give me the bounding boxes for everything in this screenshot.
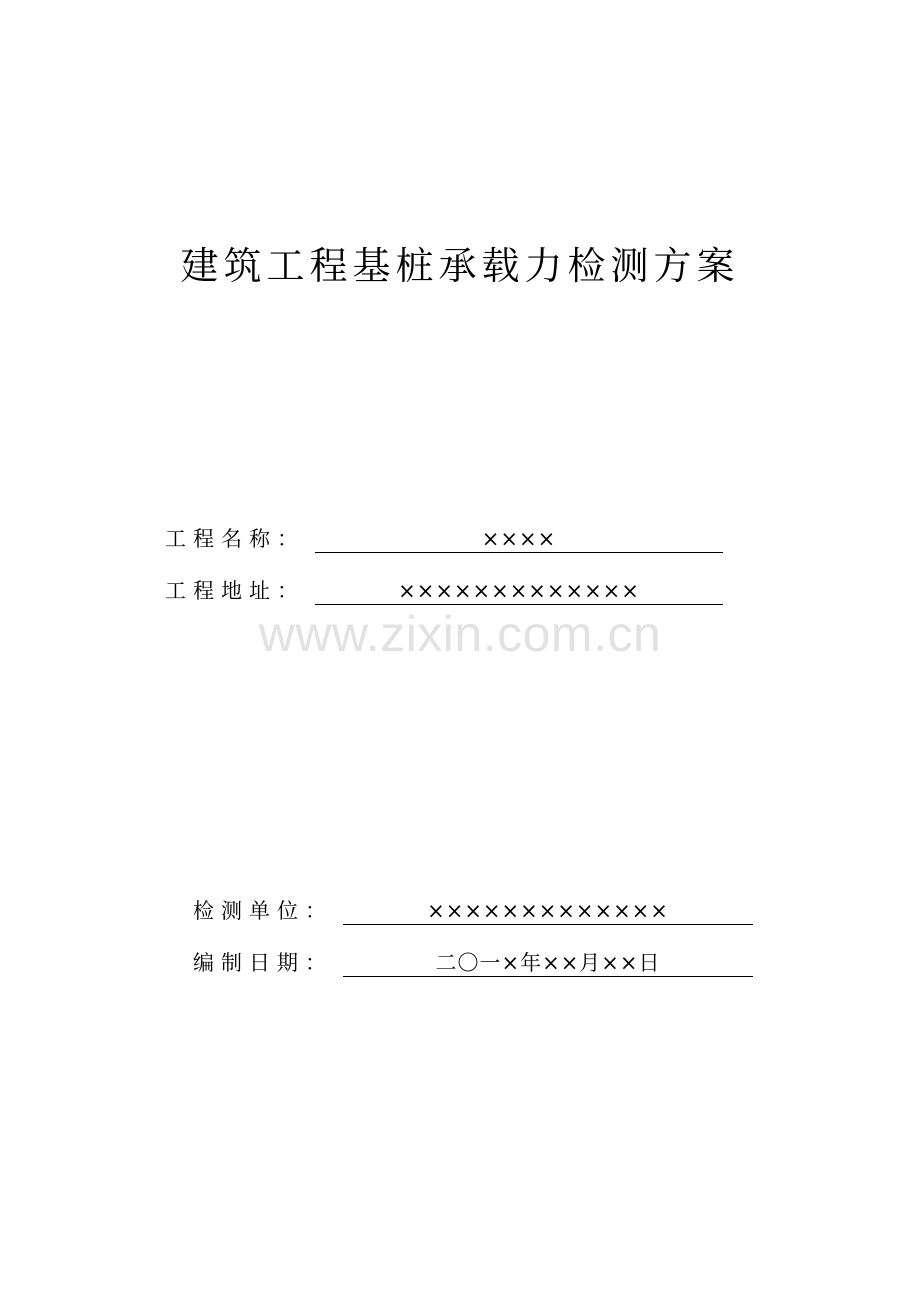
compile-date-label: 编制日期： [193, 951, 333, 975]
project-name-label: 工程名称： [165, 527, 305, 551]
project-name-value: ×××× [315, 522, 723, 553]
testing-unit-value: ××××××××××××× [343, 894, 753, 925]
document-title: 建筑工程基桩承载力检测方案 [180, 244, 740, 288]
project-address-value: ××××××××××××× [315, 574, 723, 605]
watermark: www.zixin.com.cn [258, 606, 662, 662]
project-address-label: 工程地址： [165, 579, 305, 603]
testing-unit-label: 检测单位： [193, 899, 333, 923]
compile-date-value: 二〇一×年××月××日 [343, 946, 753, 977]
